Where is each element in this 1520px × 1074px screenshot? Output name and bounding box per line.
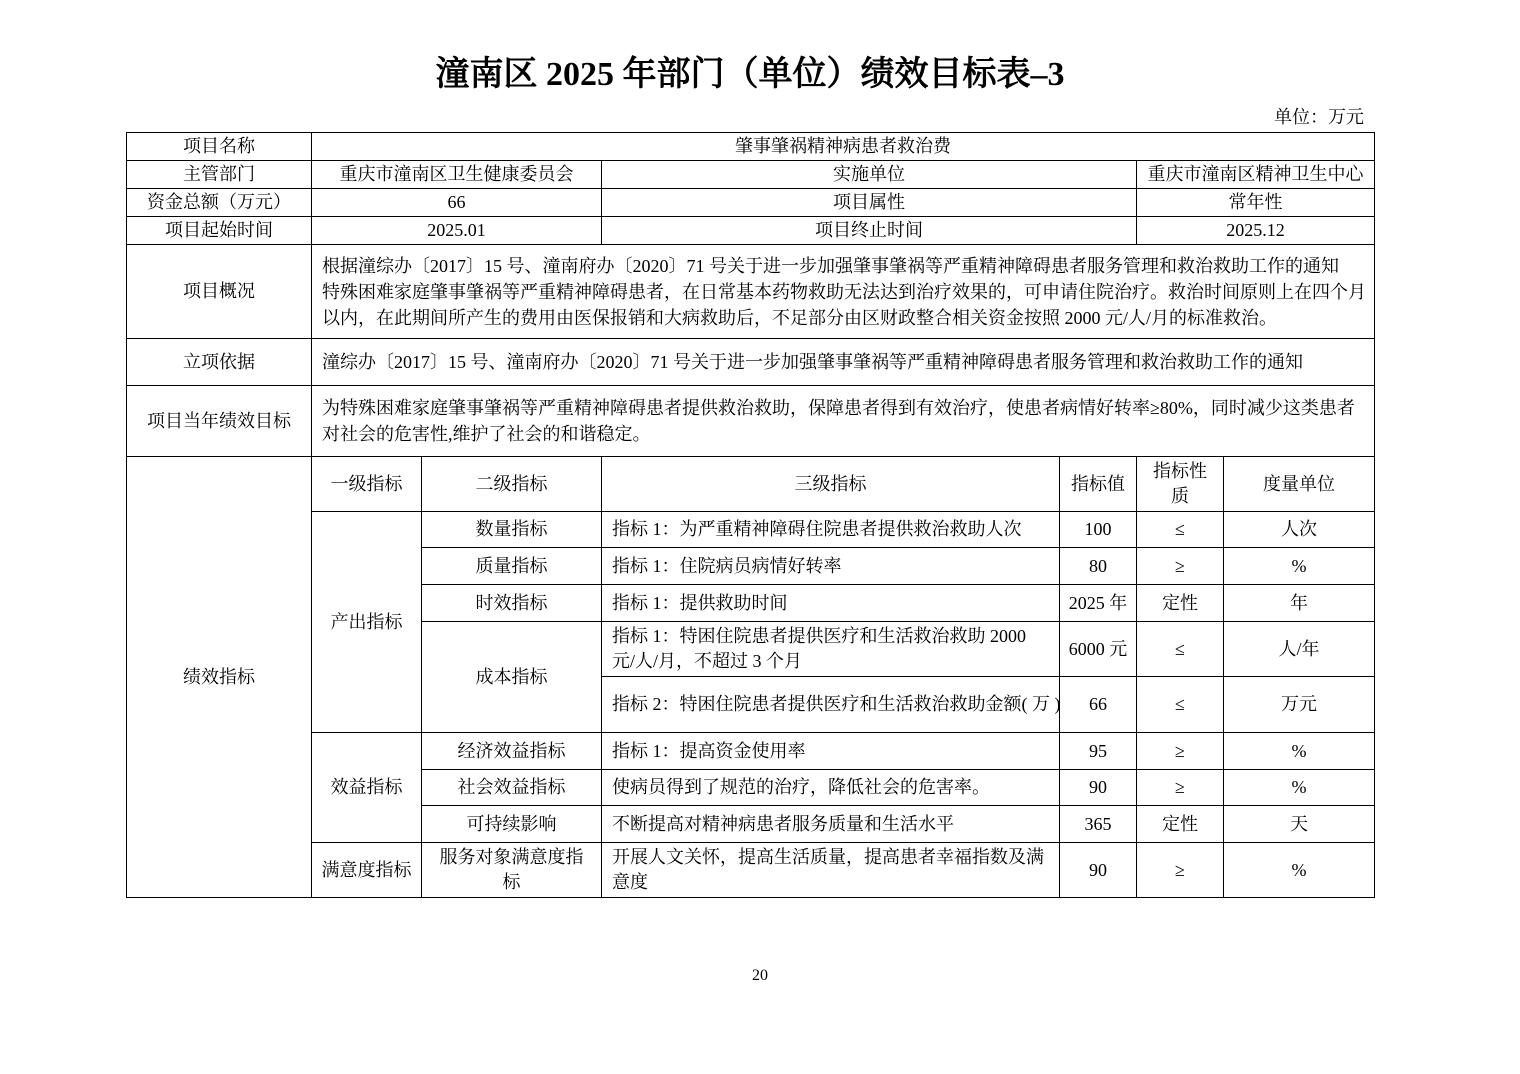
level3-metric: 指标 1：提高资金使用率 <box>602 733 1060 770</box>
indicator-unit: 万元 <box>1224 677 1375 733</box>
indicator-value: 2025 年 <box>1060 585 1137 622</box>
project-name-label: 项目名称 <box>127 133 312 161</box>
indicator-unit: % <box>1224 548 1375 585</box>
total-funds-label: 资金总额（万元） <box>127 189 312 217</box>
header-nature-cell <box>1137 457 1224 512</box>
unit-note: 单位：万元 <box>1274 107 1364 127</box>
implementing-unit-label: 实施单位 <box>602 161 1137 189</box>
total-funds-value: 66 <box>312 189 602 217</box>
header-level2: 二级指标 <box>422 457 602 512</box>
indicator-nature: ≥ <box>1137 733 1224 770</box>
indicator-value: 90 <box>1060 770 1137 806</box>
overview-row <box>127 245 1375 339</box>
indicator-value: 100 <box>1060 512 1137 548</box>
start-time-value: 2025.01 <box>312 217 602 245</box>
indicator-unit: 人次 <box>1224 512 1375 548</box>
funds-row <box>127 189 1375 217</box>
indicator-nature: ≥ <box>1137 770 1224 806</box>
indicator-value: 90 <box>1060 843 1137 898</box>
header-level1: 一级指标 <box>312 457 422 512</box>
indicator-unit: 年 <box>1224 585 1375 622</box>
supervising-dept-label: 主管部门 <box>127 161 312 189</box>
project-attribute-value: 常年性 <box>1137 189 1375 217</box>
indicator-unit: % <box>1224 770 1375 806</box>
project-name-value: 肇事肇祸精神病患者救治费 <box>312 133 1375 161</box>
annual-goal-label: 项目当年绩效目标 <box>127 386 312 457</box>
indicator-header-row <box>127 457 1375 512</box>
level2-name: 成本指标 <box>422 622 602 733</box>
table-body <box>127 133 1375 898</box>
level3-metric: 使病员得到了规范的治疗，降低社会的危害率。 <box>602 770 1060 806</box>
level2-name: 质量指标 <box>422 548 602 585</box>
indicator-row <box>127 733 1375 770</box>
level3-metric: 指标 2：特困住院患者提供医疗和生活救治救助金额( 万 ) <box>602 677 1060 733</box>
annual-goal-row <box>127 386 1375 457</box>
overview-paragraph: 根据潼综办〔2017〕15 号、潼南府办〔2020〕71 号关于进一步加强肇事肇祸等严重精神障碍患者服务管理和救治救助工作的通知 <box>322 255 1339 276</box>
indicator-nature: ≥ <box>1137 843 1224 898</box>
end-time-label: 项目终止时间 <box>602 217 1137 245</box>
level2-name: 数量指标 <box>422 512 602 548</box>
level3-metric: 指标 1：为严重精神障碍住院患者提供救治救助人次 <box>602 512 1060 548</box>
indicator-value: 66 <box>1060 677 1137 733</box>
indicator-unit: % <box>1224 843 1375 898</box>
level1-benefit: 效益指标 <box>312 733 422 843</box>
basis-row <box>127 339 1375 386</box>
indicator-value: 95 <box>1060 733 1137 770</box>
indicator-nature: ≤ <box>1137 512 1224 548</box>
start-time-label: 项目起始时间 <box>127 217 312 245</box>
department-row <box>127 161 1375 189</box>
indicator-unit: 天 <box>1224 806 1375 843</box>
level2-name: 时效指标 <box>422 585 602 622</box>
indicator-unit: 人/年 <box>1224 622 1375 677</box>
level3-metric: 开展人文关怀，提高生活质量，提高患者幸福指数及满意度 <box>602 843 1060 898</box>
indicator-nature: ≥ <box>1137 548 1224 585</box>
indicator-value: 365 <box>1060 806 1137 843</box>
level2-name: 服务对象满意度指标 <box>439 847 584 892</box>
basis-paragraph: 潼综办〔2017〕15 号、潼南府办〔2020〕71 号关于进一步加强肇事肇祸等严重精神障碍患者服务管理和救治救助工作的通知 <box>322 352 1303 372</box>
indicator-nature: 定性 <box>1137 806 1224 843</box>
indicator-nature: ≤ <box>1137 677 1224 733</box>
header-nature: 指标性质 <box>1152 461 1207 506</box>
level2-name: 社会效益指标 <box>422 770 602 806</box>
indicator-value: 80 <box>1060 548 1137 585</box>
level1-output: 产出指标 <box>312 512 422 733</box>
level2-name: 可持续影响 <box>422 806 602 843</box>
indicator-value: 6000 元 <box>1060 622 1137 677</box>
page-title: 潼南区 2025 年部门（单位）绩效目标表–3 <box>435 56 1065 93</box>
performance-target-table <box>126 132 1375 898</box>
header-level3: 三级指标 <box>602 457 1060 512</box>
page-number: 20 <box>752 967 768 984</box>
level2-name: 经济效益指标 <box>422 733 602 770</box>
project-name-row <box>127 133 1375 161</box>
performance-indicators-label: 绩效指标 <box>127 457 312 898</box>
indicator-unit: % <box>1224 733 1375 770</box>
overview-text <box>312 245 1375 339</box>
overview-paragraph: 特殊困难家庭肇事肇祸等严重精神障碍患者，在日常基本药物救助无法达到治疗效果的，可申请住院治疗。救治时间原则上在四个月以内，在此期间所产生的费用由医保报销和大病救助后，不足部分由区财政整合相关资金按照 2000 元/人/月的标准救治。 <box>322 281 1366 328</box>
indicator-row <box>127 512 1375 548</box>
overview-label: 项目概况 <box>127 245 312 339</box>
level2-name-cell <box>422 843 602 898</box>
header-unit: 度量单位 <box>1224 457 1375 512</box>
time-row <box>127 217 1375 245</box>
end-time-value: 2025.12 <box>1137 217 1375 245</box>
level3-metric: 指标 1：特困住院患者提供医疗和生活救治救助 2000 元/人/月，不超过 3 个月 <box>602 622 1060 677</box>
annual-goal-paragraph: 为特殊困难家庭肇事肇祸等严重精神障碍患者提供救治救助，保障患者得到有效治疗，使患者病情好转率≥80%，同时减少这类患者对社会的危害性,维护了社会的和谐稳定。 <box>322 398 1355 444</box>
indicator-nature: ≤ <box>1137 622 1224 677</box>
level3-metric: 指标 1：住院病员病情好转率 <box>602 548 1060 585</box>
basis-text <box>312 339 1375 386</box>
project-attribute-label: 项目属性 <box>602 189 1137 217</box>
level3-metric: 指标 1：提供救助时间 <box>602 585 1060 622</box>
annual-goal-text <box>312 386 1375 457</box>
indicator-row <box>127 843 1375 898</box>
implementing-unit-value: 重庆市潼南区精神卫生中心 <box>1137 161 1375 189</box>
header-value: 指标值 <box>1060 457 1137 512</box>
indicator-nature: 定性 <box>1137 585 1224 622</box>
level1-satisfaction: 满意度指标 <box>312 843 422 898</box>
supervising-dept-value: 重庆市潼南区卫生健康委员会 <box>312 161 602 189</box>
level3-metric: 不断提高对精神病患者服务质量和生活水平 <box>602 806 1060 843</box>
basis-label: 立项依据 <box>127 339 312 386</box>
